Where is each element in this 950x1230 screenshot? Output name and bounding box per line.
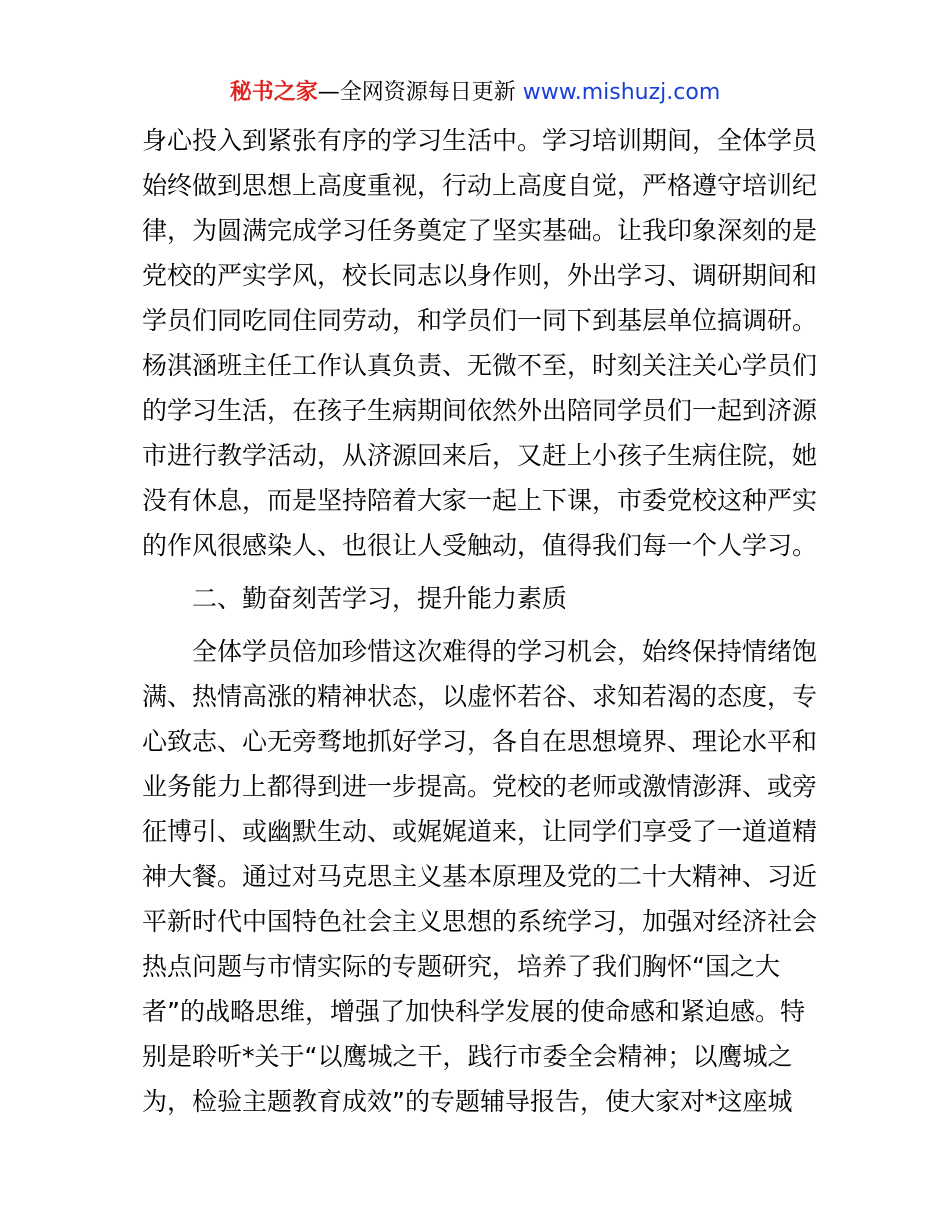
text-line: 业务能力上都得到进一步提高。党校的老师或激情澎湃、或旁	[142, 772, 818, 801]
paragraph-2	[142, 629, 818, 1124]
paragraph-1	[142, 118, 818, 568]
text-line: 杨淇涵班主任工作认真负责、无微不至，时刻关注关心学员们	[142, 351, 818, 380]
text-line: 征博引、或幽默生动、或娓娓道来，让同学们享受了一道道精	[142, 817, 818, 846]
text-line: 者”的战略思维，增强了加快科学发展的使命感和紧迫感。特	[142, 997, 805, 1026]
section-heading: 二、勤奋刻苦学习，提升能力素质	[192, 584, 568, 613]
text-line: 满、热情高涨的精神状态，以虚怀若谷、求知若渴的态度，专	[142, 682, 818, 711]
text-line: 市进行教学活动，从济源回来后，又赶上小孩子生病住院，她	[142, 441, 818, 470]
text-line: 心致志、心无旁骛地抓好学习，各自在思想境界、理论水平和	[142, 727, 818, 756]
site-brand: 秘书之家	[229, 80, 318, 105]
text-line: 律，为圆满完成学习任务奠定了坚实基础。让我印象深刻的是	[142, 216, 818, 245]
text-line: 神大餐。通过对马克思主义基本原理及党的二十大精神、习近	[142, 862, 818, 891]
text-line: 平新时代中国特色社会主义思想的系统学习，加强对经济社会	[142, 907, 818, 936]
text-line: 始终做到思想上高度重视，行动上高度自觉，严格遵守培训纪	[142, 171, 818, 200]
text-line: 党校的严实学风，校长同志以身作则，外出学习、调研期间和	[142, 261, 818, 290]
site-header	[0, 78, 950, 108]
text-line: 学员们同吃同住同劳动，和学员们一同下到基层单位搞调研。	[142, 306, 818, 335]
text-line: 别是聆听*关于“以鹰城之干，践行市委全会精神；以鹰城之	[142, 1042, 793, 1071]
document-body	[142, 118, 818, 1124]
paragraph-gap	[142, 568, 814, 576]
text-line: 没有休息，而是坚持陪着大家一起上下课，市委党校这种严实	[142, 486, 818, 515]
text-line: 为，检验主题教育成效”的专题辅导报告，使大家对*这座城	[142, 1087, 793, 1116]
text-line: 的作风很感染人、也很让人受触动，值得我们每一个人学习。	[142, 531, 818, 560]
text-line: 热点问题与市情实际的专题研究，培养了我们胸怀“国之大	[142, 952, 780, 981]
text-line: 的学习生活，在孩子生病期间依然外出陪同学员们一起到济源	[142, 396, 818, 425]
site-url-link[interactable]: www.mishuzj.com	[522, 80, 721, 105]
paragraph-gap	[142, 621, 814, 629]
text-line: 身心投入到紧张有序的学习生活中。学习培训期间，全体学员	[142, 126, 818, 155]
site-tagline: —全网资源每日更新	[317, 80, 523, 105]
text-line: 全体学员倍加珍惜这次难得的学习机会，始终保持情绪饱	[192, 637, 818, 666]
